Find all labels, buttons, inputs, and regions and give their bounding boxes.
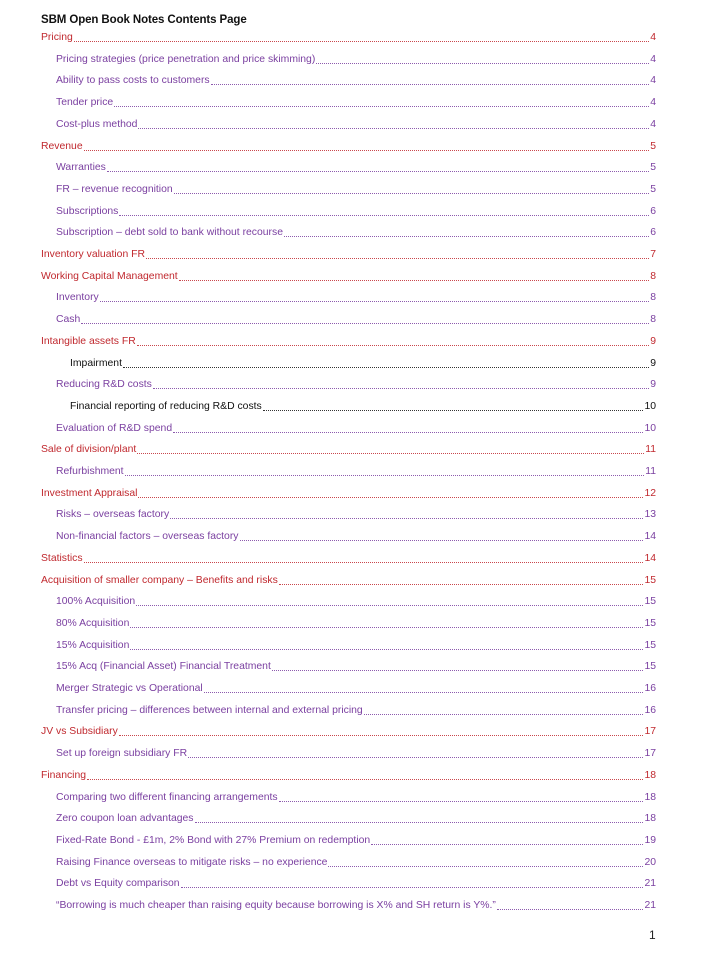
toc-entry-page-number: 20 bbox=[644, 856, 656, 868]
toc-entry-page-number: 4 bbox=[650, 97, 656, 109]
toc-entry[interactable] bbox=[70, 398, 656, 414]
toc-entry-label: Non-financial factors – overseas factory bbox=[56, 531, 239, 543]
toc-entry-page-number: 4 bbox=[650, 75, 656, 87]
toc-entry-label: Impairment bbox=[70, 357, 122, 369]
dot-leader bbox=[181, 887, 644, 888]
toc-entry-page-number: 21 bbox=[644, 900, 656, 911]
dot-leader bbox=[316, 63, 649, 64]
toc-entry-label: 100% Acquisition bbox=[56, 596, 136, 608]
dot-leader bbox=[123, 367, 649, 368]
toc-entry-page-number: 17 bbox=[644, 726, 656, 738]
dot-leader bbox=[137, 453, 644, 454]
toc-entry-label: Subscription – debt sold to bank without recourse bbox=[56, 227, 283, 239]
toc-entry[interactable] bbox=[56, 51, 656, 67]
toc-entry-page-number: 6 bbox=[650, 205, 656, 217]
toc-entry-page-number: 15 bbox=[644, 574, 656, 586]
toc-entry[interactable] bbox=[56, 810, 656, 826]
toc-entry-label: Working Capital Management bbox=[41, 270, 178, 282]
toc-entry[interactable] bbox=[41, 550, 656, 566]
dot-leader bbox=[84, 562, 644, 563]
toc-entry-page-number: 14 bbox=[644, 552, 656, 564]
dot-leader bbox=[137, 345, 650, 346]
toc-entry-page-number: 19 bbox=[644, 834, 656, 846]
dot-leader bbox=[364, 714, 644, 715]
dot-leader bbox=[84, 150, 650, 151]
page-number: 1 bbox=[649, 928, 656, 942]
toc-entry[interactable] bbox=[41, 138, 656, 154]
dot-leader bbox=[279, 801, 644, 802]
dot-leader bbox=[174, 193, 650, 194]
dot-leader bbox=[136, 605, 643, 606]
toc-entry-label: “Borrowing is much cheaper than raising equity because borrowing is X% and SH return is Y%.” bbox=[56, 900, 496, 911]
toc-entry[interactable] bbox=[56, 702, 656, 718]
dot-leader bbox=[138, 128, 649, 129]
toc-entry[interactable] bbox=[56, 420, 656, 436]
dot-leader bbox=[211, 84, 650, 85]
toc-entry-label: Investment Appraisal bbox=[41, 487, 138, 499]
toc-entry-page-number: 5 bbox=[650, 183, 656, 195]
toc-entry-label: Warranties bbox=[56, 162, 106, 174]
dot-leader bbox=[81, 323, 649, 324]
dot-leader bbox=[153, 388, 649, 389]
toc-entry-label: Statistics bbox=[41, 552, 83, 564]
toc-entry[interactable] bbox=[41, 723, 656, 739]
toc-entry-page-number: 7 bbox=[650, 249, 656, 260]
toc-entry[interactable] bbox=[56, 593, 656, 609]
dot-leader bbox=[114, 106, 649, 107]
dot-leader bbox=[130, 627, 643, 628]
dot-leader bbox=[138, 497, 643, 498]
toc-entry-page-number: 10 bbox=[644, 422, 656, 434]
toc-entry-page-number: 15 bbox=[644, 596, 656, 608]
dot-leader bbox=[188, 757, 643, 758]
toc-entry[interactable] bbox=[56, 680, 656, 696]
dot-leader bbox=[119, 215, 649, 216]
toc-entry-page-number: 9 bbox=[650, 335, 656, 347]
toc-entry-page-number: 14 bbox=[644, 531, 656, 543]
toc-entry-label: Inventory bbox=[56, 292, 99, 304]
toc-entry[interactable] bbox=[41, 246, 656, 262]
toc-entry-page-number: 15 bbox=[644, 639, 656, 651]
dot-leader bbox=[125, 475, 645, 476]
dot-leader bbox=[130, 649, 643, 650]
toc-entry[interactable] bbox=[56, 94, 656, 110]
toc-entry[interactable] bbox=[41, 767, 656, 783]
toc-entry[interactable] bbox=[41, 333, 656, 349]
toc-entry-label: Refurbishment bbox=[56, 466, 124, 477]
toc-entry-page-number: 10 bbox=[644, 400, 656, 412]
toc-entry-label: Subscriptions bbox=[56, 205, 119, 217]
toc-entry[interactable] bbox=[41, 485, 656, 501]
toc-entry[interactable] bbox=[56, 506, 656, 522]
toc-entry-label: Tender price bbox=[56, 97, 114, 109]
toc-entry-label: Fixed-Rate Bond - £1m, 2% Bond with 27% Premium on redemption bbox=[56, 834, 371, 846]
toc-entry-page-number: 9 bbox=[650, 379, 656, 391]
toc-entry-label: Inventory valuation FR bbox=[41, 249, 145, 260]
toc-entry-page-number: 4 bbox=[650, 53, 656, 65]
dot-leader bbox=[173, 432, 643, 433]
toc-entry[interactable] bbox=[56, 832, 656, 848]
dot-leader bbox=[87, 779, 643, 780]
toc-entry-page-number: 11 bbox=[645, 466, 656, 477]
dot-leader bbox=[100, 301, 649, 302]
toc-entry-label: Cash bbox=[56, 314, 81, 326]
toc-entry[interactable] bbox=[56, 116, 656, 132]
toc-entry-page-number: 4 bbox=[650, 32, 656, 43]
dot-leader bbox=[146, 258, 649, 259]
toc-entry-page-number: 16 bbox=[644, 683, 656, 694]
toc-entry-page-number: 9 bbox=[650, 357, 656, 369]
toc-entry-label: Set up foreign subsidiary FR bbox=[56, 748, 188, 760]
toc-entry-label: FR – revenue recognition bbox=[56, 183, 173, 195]
dot-leader bbox=[263, 410, 644, 411]
toc-entry-label: Pricing bbox=[41, 32, 73, 43]
toc-entry-label: JV vs Subsidiary bbox=[41, 726, 118, 738]
dot-leader bbox=[204, 692, 644, 693]
toc-entry-page-number: 18 bbox=[644, 813, 656, 825]
toc-entry[interactable] bbox=[56, 289, 656, 305]
toc-entry[interactable] bbox=[41, 29, 656, 45]
dot-leader bbox=[74, 41, 649, 42]
dot-leader bbox=[279, 584, 644, 585]
toc-entry[interactable] bbox=[56, 376, 656, 392]
toc-entry-page-number: 5 bbox=[650, 162, 656, 174]
toc-entry-label: Merger Strategic vs Operational bbox=[56, 683, 203, 694]
toc-entry[interactable] bbox=[56, 528, 656, 544]
toc-entry[interactable] bbox=[56, 658, 656, 674]
toc-entry-page-number: 18 bbox=[644, 791, 656, 803]
toc-entry[interactable] bbox=[41, 268, 656, 284]
toc-entry[interactable] bbox=[56, 463, 656, 479]
toc-entry-label: Financing bbox=[41, 769, 87, 781]
toc-entry-label: 15% Acq (Financial Asset) Financial Treatment bbox=[56, 661, 271, 673]
toc-entry-label: Intangible assets FR bbox=[41, 335, 136, 347]
toc-entry[interactable] bbox=[56, 875, 656, 891]
toc-entry-page-number: 13 bbox=[644, 509, 656, 521]
toc-entry[interactable] bbox=[56, 224, 656, 240]
toc-entry-label: Cost-plus method bbox=[56, 118, 138, 130]
toc-entry[interactable] bbox=[56, 789, 656, 805]
toc-entry-page-number: 11 bbox=[645, 444, 656, 456]
toc-entry-page-number: 4 bbox=[650, 118, 656, 130]
toc-entry-page-number: 17 bbox=[644, 748, 656, 760]
toc-entry-page-number: 15 bbox=[644, 617, 656, 629]
toc-entry[interactable] bbox=[56, 854, 656, 870]
toc-entry-label: 15% Acquisition bbox=[56, 639, 130, 651]
toc-entry-page-number: 8 bbox=[650, 314, 656, 326]
toc-entry[interactable] bbox=[56, 637, 656, 653]
dot-leader bbox=[195, 822, 644, 823]
dot-leader bbox=[328, 866, 643, 867]
toc-entry-label: Acquisition of smaller company – Benefits and risks bbox=[41, 574, 278, 586]
toc-entry[interactable] bbox=[56, 311, 656, 327]
toc-entry-page-number: 8 bbox=[650, 270, 656, 282]
toc-entry[interactable] bbox=[56, 159, 656, 175]
toc-entry-label: Zero coupon loan advantages bbox=[56, 813, 194, 825]
toc-entry-page-number: 6 bbox=[650, 227, 656, 239]
toc-entry-label: Evaluation of R&D spend bbox=[56, 422, 173, 434]
toc-entry[interactable] bbox=[56, 203, 656, 219]
dot-leader bbox=[170, 518, 643, 519]
toc-entry-page-number: 18 bbox=[644, 769, 656, 781]
toc-entry-label: 80% Acquisition bbox=[56, 617, 130, 629]
toc-entry-page-number: 5 bbox=[650, 140, 656, 152]
toc-entry-label: Ability to pass costs to customers bbox=[56, 75, 210, 87]
toc-entry-page-number: 8 bbox=[650, 292, 656, 304]
toc-entry[interactable] bbox=[41, 441, 656, 457]
toc-entry-page-number: 15 bbox=[644, 661, 656, 673]
toc-entry-label: Revenue bbox=[41, 140, 83, 152]
dot-leader bbox=[119, 735, 644, 736]
toc-entry[interactable] bbox=[56, 72, 656, 88]
toc-entry-page-number: 12 bbox=[644, 487, 656, 499]
toc-entry-page-number: 21 bbox=[644, 878, 656, 890]
toc-entry[interactable] bbox=[56, 745, 656, 761]
toc-entry[interactable] bbox=[70, 355, 656, 371]
toc-entry-label: Pricing strategies (price penetration and price skimming) bbox=[56, 53, 316, 65]
dot-leader bbox=[272, 670, 644, 671]
toc-entry[interactable] bbox=[56, 615, 656, 631]
toc-entry-label: Raising Finance overseas to mitigate risks – no experience bbox=[56, 856, 328, 868]
dot-leader bbox=[497, 909, 644, 910]
toc-entry[interactable] bbox=[56, 181, 656, 197]
toc-entry-label: Risks – overseas factory bbox=[56, 509, 170, 521]
dot-leader bbox=[240, 540, 644, 541]
dot-leader bbox=[284, 236, 649, 237]
toc-entry[interactable] bbox=[41, 572, 656, 588]
toc-entry[interactable] bbox=[56, 897, 656, 913]
toc-entry-label: Financial reporting of reducing R&D costs bbox=[70, 400, 262, 412]
dot-leader bbox=[371, 844, 643, 845]
toc-entry-label: Transfer pricing – differences between internal and external pricing bbox=[56, 704, 363, 716]
dot-leader bbox=[107, 171, 649, 172]
toc-entry-label: Reducing R&D costs bbox=[56, 379, 152, 391]
toc-entry-label: Debt vs Equity comparison bbox=[56, 878, 180, 890]
toc-entry-label: Sale of division/plant bbox=[41, 444, 137, 456]
toc-entry-label: Comparing two different financing arrangements bbox=[56, 791, 278, 803]
dot-leader bbox=[179, 280, 650, 281]
toc-entry-page-number: 16 bbox=[644, 704, 656, 716]
page-title: SBM Open Book Notes Contents Page bbox=[41, 14, 247, 26]
